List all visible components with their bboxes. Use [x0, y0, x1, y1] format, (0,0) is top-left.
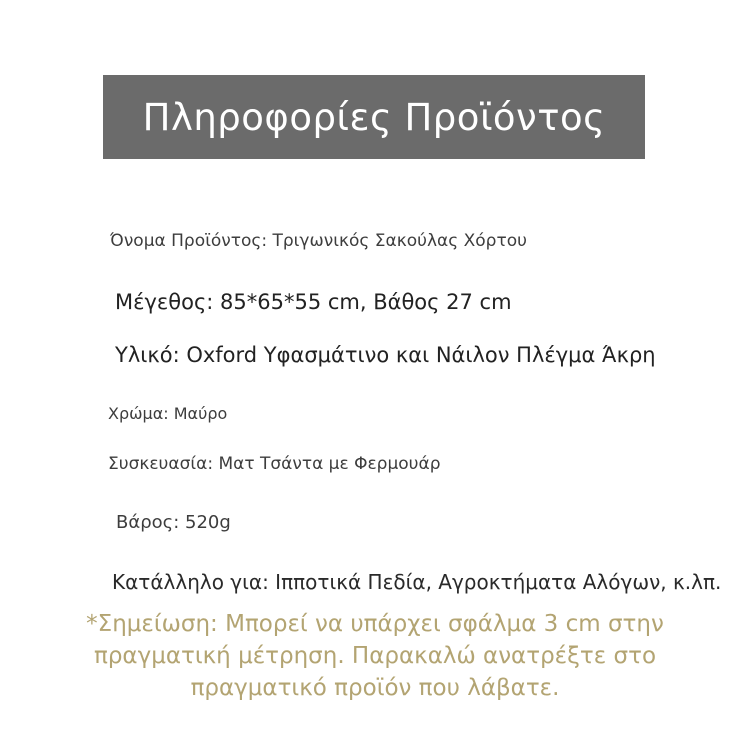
- spec-material: Υλικό: Oxford Υφασμάτινο και Νάιλον Πλέγμα Άκρη: [115, 343, 656, 367]
- spec-weight: Βάρος: 520g: [116, 512, 231, 533]
- spec-product-name: Όνομα Προϊόντος: Τριγωνικός Σακούλας Χόρτου: [110, 231, 527, 251]
- measurement-note: [50, 608, 700, 704]
- spec-suitable-for: Κατάλληλο για: Ιπποτικά Πεδία, Αγροκτήματα Αλόγων, κ.λπ.: [112, 570, 722, 594]
- spec-packaging: Συσκευασία: Ματ Τσάντα με Φερμουάρ: [108, 454, 441, 474]
- note-line: πραγματικό προϊόν που λάβατε.: [190, 675, 560, 701]
- page-title: Πληροφορίες Προϊόντος: [142, 95, 606, 139]
- note-line: πραγματική μέτρηση. Παρακαλώ ανατρέξτε στο: [93, 643, 657, 669]
- spec-color: Χρώμα: Μαύρο: [108, 404, 228, 423]
- note-line: *Σημείωση: Μπορεί να υπάρχει σφάλμα 3 cm στην: [86, 611, 664, 637]
- page-title-banner: [103, 75, 645, 159]
- spec-size: Μέγεθος: 85*65*55 cm, Βάθος 27 cm: [115, 290, 512, 314]
